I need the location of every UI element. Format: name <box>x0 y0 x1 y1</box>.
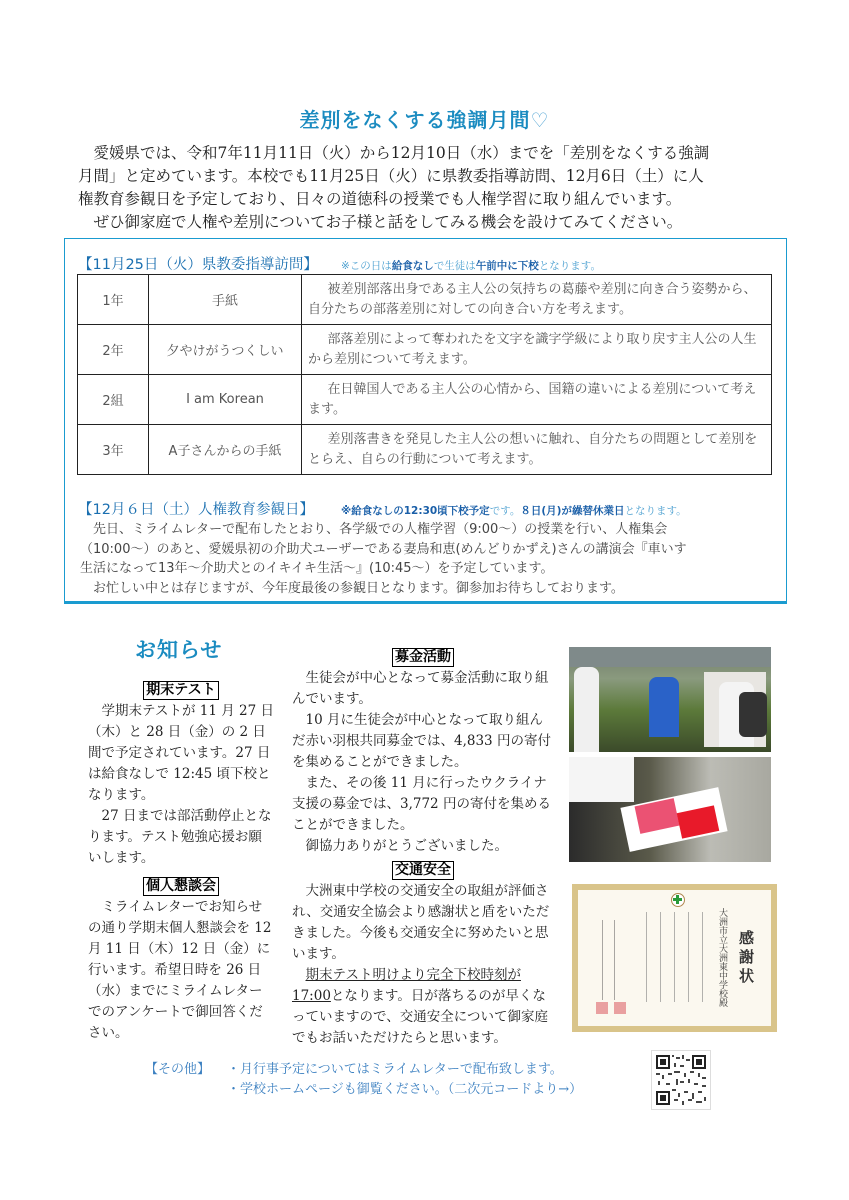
other-section <box>145 1060 582 1100</box>
note-part: です。 <box>489 505 521 517</box>
students-fundraising-photo <box>569 647 771 752</box>
exam-paragraph: 27 日までは部活動停止となります。テスト勉強応援お願いします。 <box>88 808 272 866</box>
table-row <box>78 325 772 375</box>
table-row <box>78 375 772 425</box>
note-emph: ８日(月)が繰替休業日 <box>520 505 625 517</box>
interview-notice <box>88 876 274 1044</box>
green-cross-icon <box>671 893 685 907</box>
other-items <box>227 1060 582 1100</box>
traffic-notice <box>292 860 554 1049</box>
note-part: ※この日は <box>341 260 392 272</box>
intro-paragraph <box>78 142 768 234</box>
exam-title: 期末テスト <box>143 681 218 700</box>
fundraising-notice <box>292 647 554 857</box>
other-item: ・学校ホームページも御覧ください。（二次元コードより→） <box>227 1082 583 1097</box>
openday-line: 先日、ミライムレターで配布したとおり、各学級での人権学習（9:00～）の授業を行い、人権集会 <box>93 522 668 537</box>
lesson-title-cell: 夕やけがうつくしい <box>149 325 302 375</box>
lesson-title-cell: 手紙 <box>149 275 302 325</box>
qr-code-icon <box>652 1051 710 1109</box>
openday-line: お忙しい中とは存じますが、今年度最後の参観日となります。御参加お待ちしております。 <box>93 580 624 596</box>
exam-notice <box>88 680 274 869</box>
certificate-title: 感謝状 <box>737 930 755 987</box>
fundraising-paragraph: 生徒会が中心となって募金活動に取り組んでいます。 <box>292 670 549 707</box>
note-emph: 午前中に下校 <box>475 260 539 272</box>
visit-heading: 【11月25日（火）県教委指導訪問】 <box>78 257 318 273</box>
grade-cell: 1年 <box>78 275 149 325</box>
grade-cell: 2組 <box>78 375 149 425</box>
intro-line: 月間」と定めています。本校でも11月25日（火）に県教委指導訪問、12月6日（土）に人 <box>78 167 704 185</box>
traffic-paragraph: 大洲東中学校の交通安全の取組が評価され、交通安全協会より感謝状と盾をいただきました。今後も交通安全に努めたいと思います。 <box>292 883 550 962</box>
openday-line: （10:00～）のあと、愛媛県初の介助犬ユーザーである妻鳥和恵(めんどりかずえ)さんの講演会『車いす <box>80 541 687 557</box>
intro-line: ぜひ御家庭で人権や差別についてお子様と話をしてみる機会を設けてみてください。 <box>93 213 683 231</box>
lesson-desc-cell: 被差別部落出身である主人公の気持ちの葛藤や差別に向き合う姿勢から、自分たちの部落差別に対しての向き合い方を考えます。 <box>302 275 772 325</box>
lesson-desc-cell: 差別落書きを発見した主人公の想いに触れ、自分たちの問題として差別をとらえ、自らの行動について考えます。 <box>302 425 772 475</box>
grade-cell: 2年 <box>78 325 149 375</box>
openday-body <box>80 520 780 598</box>
fundraising-paragraph: また、その後 11 月に行ったウクライナ支援の募金では、3,772 円の寄付を集めることができました。 <box>292 775 551 833</box>
openday-line: 生活になって13年～介助犬とのイキイキ生活～』(10:45～）を予定しています。 <box>80 561 554 576</box>
table-row <box>78 275 772 325</box>
photo-sky <box>569 647 771 667</box>
seal-stamp <box>596 1002 608 1014</box>
lesson-desc-cell: 在日韓国人である主人公の心情から、国籍の違いによる差別について考えます。 <box>302 375 772 425</box>
interview-paragraph: ミライムレターでお知らせの通り学期末個人懇談会を 12 月 11 日（木）12 日（金）に行います。希望日時を 26 日（水）までにミライムレターでのアンケートで御回答ください。 <box>88 899 272 1041</box>
page-title <box>0 104 849 133</box>
red-feather-sheet-photo <box>569 757 771 862</box>
note-emph: 給食なし <box>391 260 434 272</box>
intro-line: 権教育参観日を予定しており、日々の道徳科の授業でも人権学習に取り組んでいます。 <box>78 190 682 208</box>
photo-student <box>574 667 599 752</box>
heart-icon: ♡ <box>530 108 550 132</box>
photo-backpack <box>739 692 767 737</box>
seal-stamp <box>614 1002 626 1014</box>
openday-heading: 【12月６日（土）人権教育参観日】 <box>78 502 314 518</box>
fundraising-paragraph: 10 月に生徒会が中心となって取り組んだ赤い羽根共同募金では、4,833 円の寄付を集めることができました。 <box>292 712 551 770</box>
certificate-text <box>638 912 708 1002</box>
certificate-recipient: 大洲市立大洲東中学校殿 <box>717 908 727 1007</box>
openday-note <box>341 505 687 517</box>
other-label: 【その他】 <box>145 1062 211 1077</box>
intro-line: 愛媛県では、令和7年11月11日（火）から12月10日（水）までを「差別をなくする強調 <box>93 144 710 162</box>
other-item: ・月行事予定についてはミライムレターで配布致します。 <box>227 1062 563 1077</box>
note-part: となります。 <box>538 260 601 272</box>
fundraising-title: 募金活動 <box>392 648 454 667</box>
note-part: となります。 <box>624 505 687 517</box>
visit-note <box>341 260 601 272</box>
notices-heading: お知らせ <box>135 638 223 662</box>
grade-cell: 3年 <box>78 425 149 475</box>
lesson-desc-cell: 部落差別によって奪われたを文字を識字学級により取り戻す主人公の人生から差別について考えます。 <box>302 325 772 375</box>
visit-heading-row <box>78 253 601 274</box>
photo-shirt <box>569 757 634 802</box>
traffic-paragraph <box>292 965 554 1049</box>
certificate-signature <box>596 920 626 1000</box>
certificate-image <box>572 884 777 1032</box>
note-part: で生徒は <box>433 260 476 272</box>
exam-paragraph: 学期末テストが 11 月 27 日（木）と 28 日（金）の 2 日間で予定されています。27 日は給食なしで 12:45 頃下校となります。 <box>88 703 274 803</box>
lesson-title-cell: A子さんからの手紙 <box>149 425 302 475</box>
lesson-title-cell: I am Korean <box>149 375 302 425</box>
photo-student-vest <box>649 677 679 737</box>
fundraising-paragraph: 御協力ありがとうございました。 <box>305 838 508 854</box>
traffic-underlined: 期末テスト明けより完全下校時刻が17:00 <box>292 967 521 1004</box>
note-emph: ※給食なしの12:30頃下校予定 <box>341 505 490 517</box>
table-row <box>78 425 772 475</box>
interview-title: 個人懇談会 <box>143 877 219 896</box>
title-text: 差別をなくする強調月間 <box>299 108 531 132</box>
traffic-title: 交通安全 <box>392 861 454 880</box>
traffic-rest: となります。日が落ちるのが早くなっていますので、交通安全について御家庭でもお話いただけたらと思います。 <box>292 988 548 1046</box>
lessons-table <box>77 274 772 475</box>
qr-code[interactable] <box>651 1050 711 1110</box>
openday-heading-row <box>78 498 687 519</box>
